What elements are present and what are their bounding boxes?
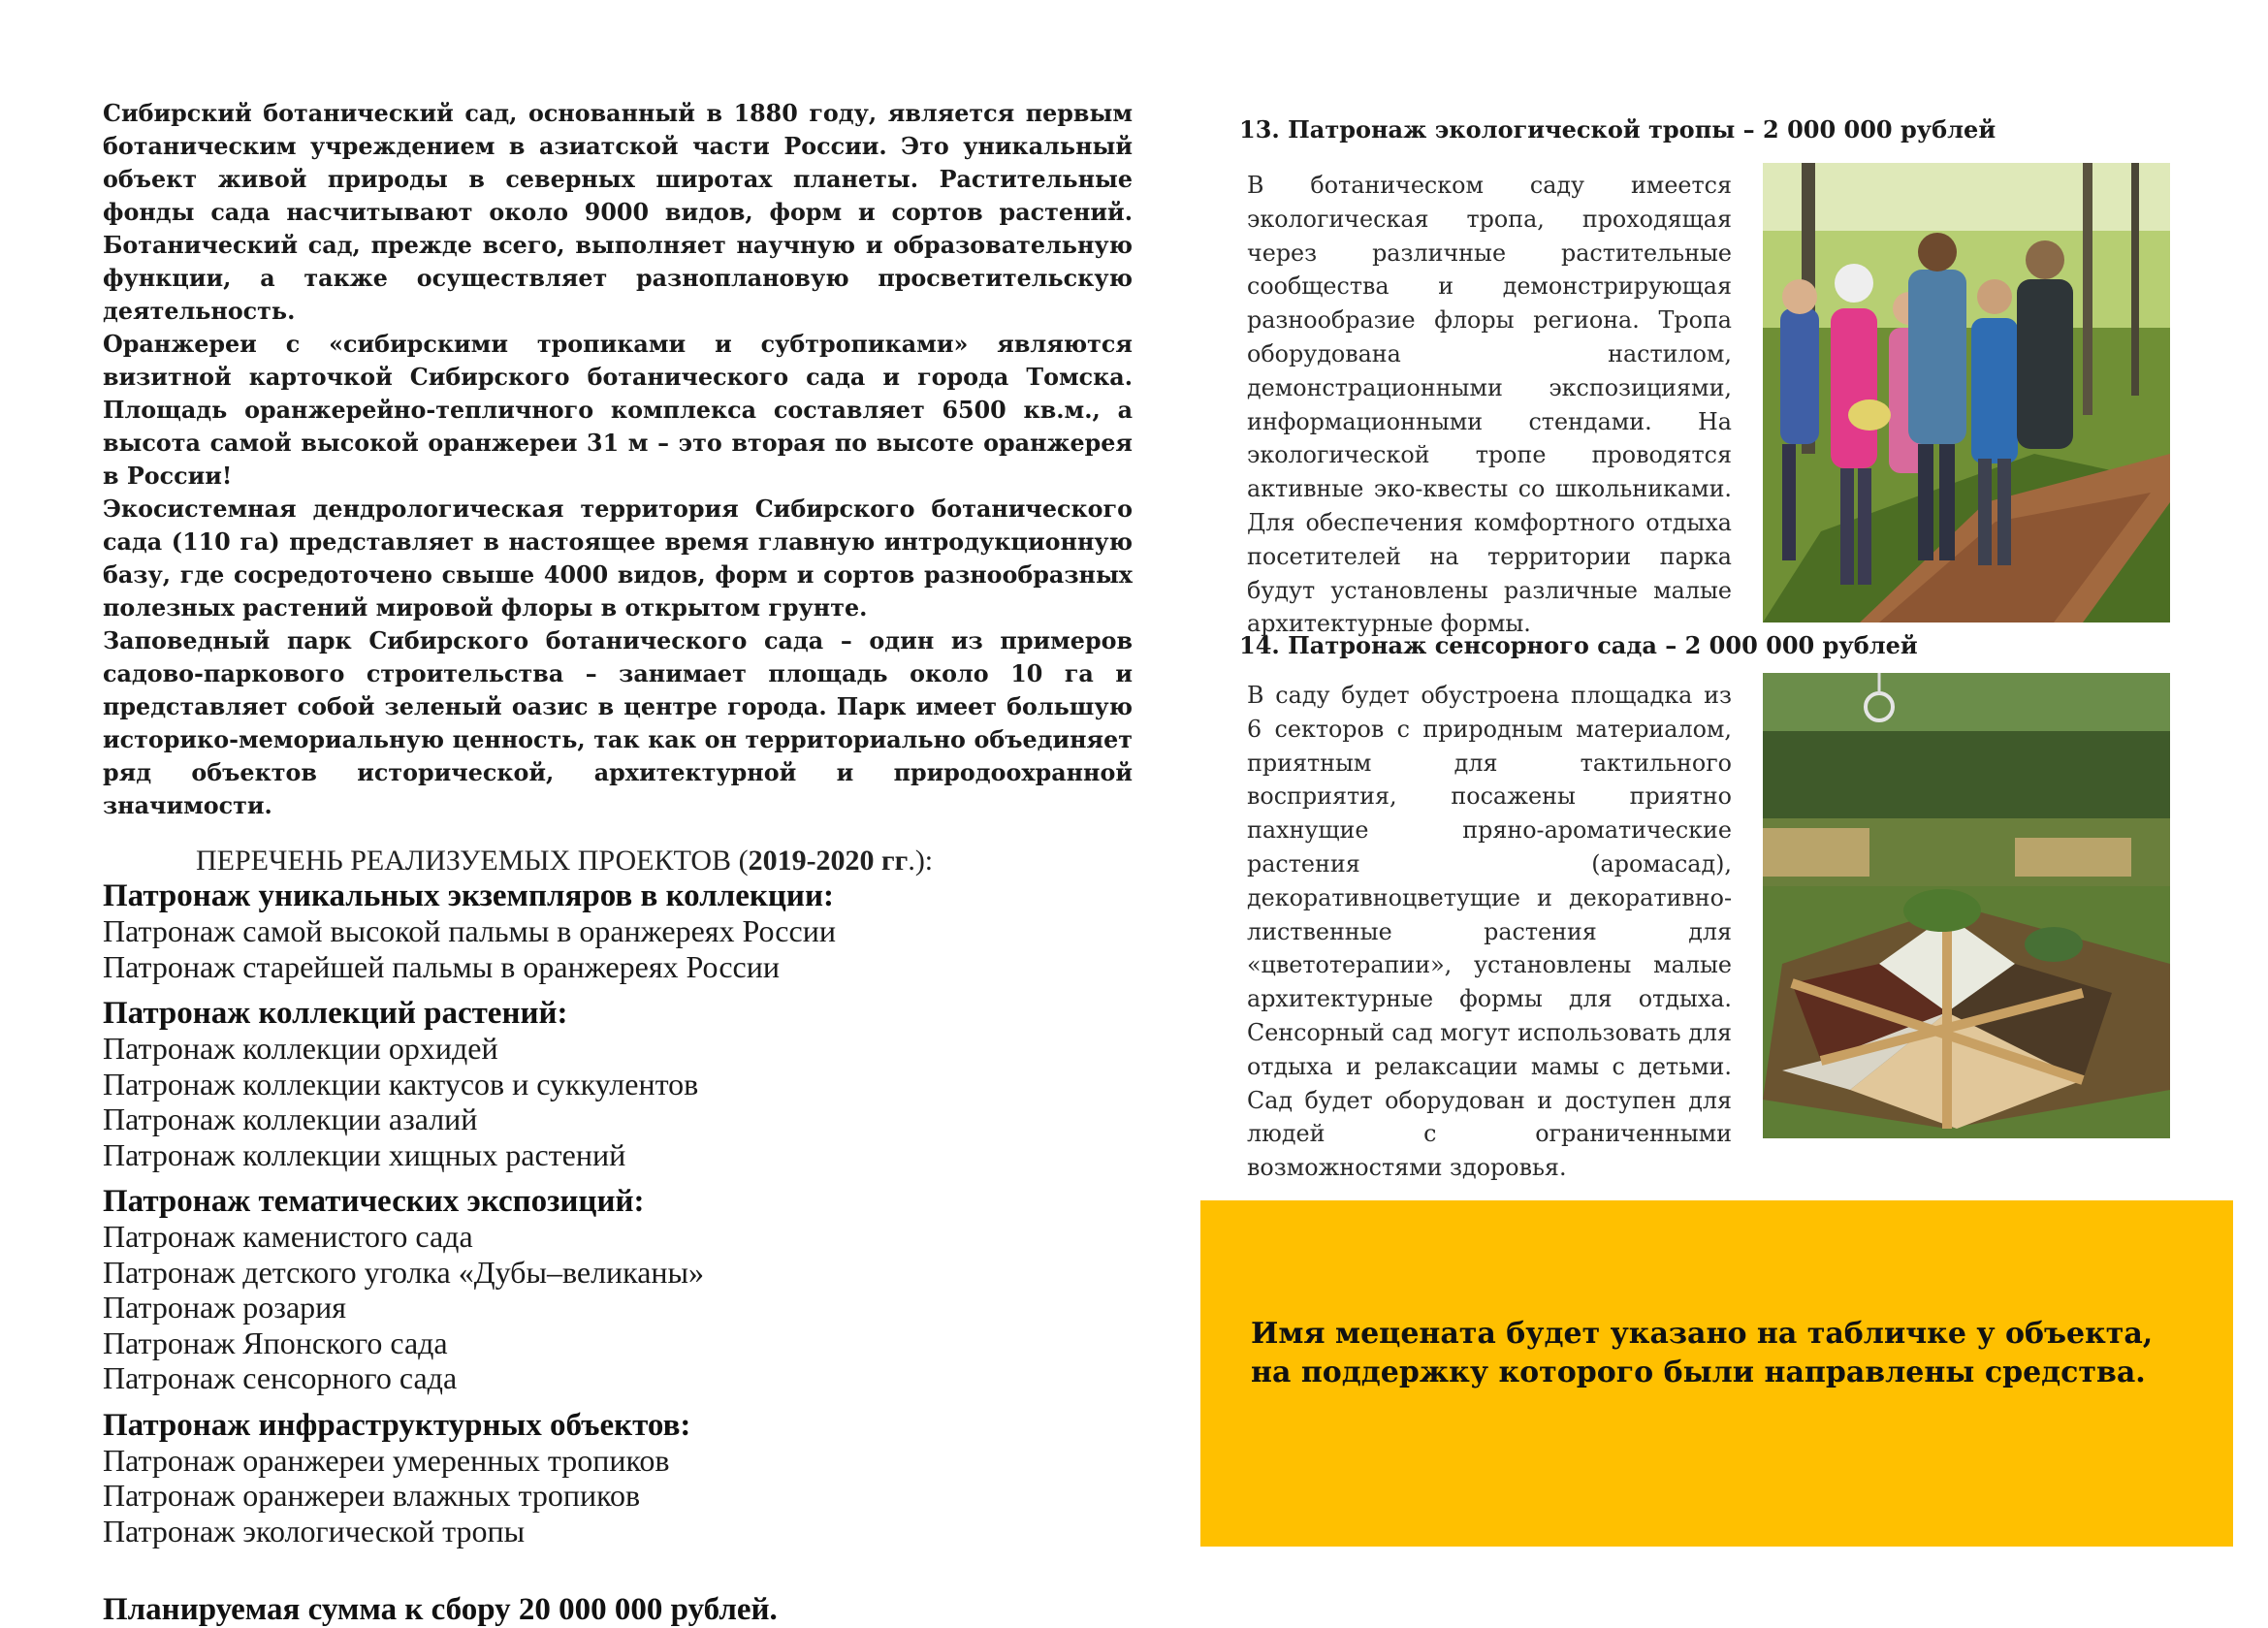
intro-paragraph-1: Сибирский ботанический сад, основанный в 1880 году, является первым ботаническим учреждением в азиатской части России. Это уникальный объект живой природы в северных широтах планеты. Растительные фонды сада насчитывают около 9000 видов, форм и сортов растений. Ботанический сад, прежде всего, выполняет научную и образовательную функции, а также осуществляет разноплановую просветительскую деятельность.	[103, 100, 1133, 325]
group-item: Патронаж детского уголка «Дубы–великаны»	[103, 1254, 705, 1290]
project-group-unique	[103, 878, 1133, 984]
project-group-collections	[103, 996, 1133, 1172]
group-item: Патронаж экологической тропы	[103, 1513, 526, 1548]
section-text: В саду будет обустроена площадка из 6 секторов с природным материалом, приятным для тактильного восприятия, посажены приятно пахнущие пряно-ароматические растения (аромасад), декоративноцветущие и декоративно-лиственные растения для «цветотерапии», установлены малые архитектурные формы для отдыха. Сенсорный сад могут использовать для отдыха и релаксации мамы с детьми. Сад будет оборудован и доступен для людей с ограниченными возможностями здоровья.	[1247, 682, 1732, 1182]
sensory-garden-photo	[1763, 673, 2170, 1138]
ecotrail-photo	[1763, 163, 2170, 622]
section-heading: 14. Патронаж сенсорного сада – 2 000 000 рублей	[1239, 631, 1918, 659]
left-column	[103, 97, 1133, 1628]
group-item: Патронаж старейшей пальмы в оранжереях России	[103, 948, 780, 984]
group-item: Патронаж сенсорного сада	[103, 1360, 458, 1395]
project-group-expositions	[103, 1184, 1133, 1396]
right-column	[1239, 114, 2189, 1182]
project-group-infrastructure	[103, 1408, 1133, 1549]
group-item: Патронаж коллекции хищных растений	[103, 1136, 626, 1172]
group-heading: Патронаж инфраструктурных объектов:	[103, 1407, 691, 1443]
section-text: В ботаническом саду имеется экологическая тропа, проходящая через различные растительные сообщества и демонстрирующая разнообразие флоры региона. Тропа оборудована настилом, демонстрационными экспозициями, информационными стендами. На экологической тропе проводятся активные эко-квесты со школьниками. Для обеспечения комфортного отдыха посетителей на территории парка будут установлены различные малые архитектурные формы.	[1247, 172, 1732, 638]
group-heading: Патронаж тематических экспозиций:	[103, 1184, 645, 1219]
sponsor-note-box	[1200, 1200, 2233, 1547]
group-item: Патронаж Японского сада	[103, 1325, 448, 1360]
group-heading: Патронаж коллекций растений:	[103, 996, 568, 1031]
section-ecotrail	[1239, 114, 2189, 638]
group-item: Патронаж розария	[103, 1290, 346, 1325]
sponsor-note-text: Имя мецената будет указано на табличке у объекта, на поддержку которого были направлены средства.	[1251, 1317, 2154, 1389]
group-item: Патронаж оранжереи влажных тропиков	[103, 1478, 641, 1513]
group-item: Патронаж коллекции орхидей	[103, 1031, 498, 1066]
group-item: Патронаж самой высокой пальмы в оранжереях России	[103, 913, 836, 948]
section-sensory-garden	[1239, 630, 2189, 1182]
group-item: Патронаж коллекции азалий	[103, 1101, 478, 1136]
group-heading: Патронаж уникальных экземпляров в коллекции:	[103, 878, 834, 913]
group-item: Патронаж оранжереи умеренных тропиков	[103, 1442, 670, 1478]
intro-paragraph-2: Оранжереи с «сибирскими тропиками и субтропиками» являются визитной карточкой Сибирского ботанического сада и города Томска. Площадь оранжерейно-тепличного комплекса составляет 6500 кв.м., а высота самой высокой оранжереи 31 м – это вторая по высоте оранжерея в России!	[103, 331, 1133, 490]
group-item: Патронаж каменистого сада	[103, 1219, 473, 1254]
total-amount: Планируемая сумма к сбору 20 000 000 рублей.	[103, 1592, 778, 1627]
intro-text	[103, 97, 1133, 822]
projects-title: ПЕРЕЧЕНЬ РЕАЛИЗУЕМЫХ ПРОЕКТОВ (2019-2020 гг.):	[196, 845, 934, 877]
group-item: Патронаж коллекции кактусов и суккулентов	[103, 1066, 699, 1101]
children-on-trail-image	[1763, 163, 2170, 622]
intro-paragraph-4: Заповедный парк Сибирского ботанического сада – один из примеров садово-паркового строительства – занимает площадь около 10 га и представляет собой зеленый оазис в центре города. Парк имеет большую историко-мемориальную ценность, так как он территориально объединяет ряд объектов исторической, архитектурной и природоохранной значимости.	[103, 627, 1133, 819]
intro-paragraph-3: Экосистемная дендрологическая территория Сибирского ботанического сада (110 га) представляет в настоящее время главную интродукционную базу, где сосредоточено свыше 4000 видов, форм и сортов разнообразных полезных растений мировой флоры в открытом грунте.	[103, 495, 1133, 622]
sensory-garden-image	[1763, 673, 2170, 1138]
section-heading: 13. Патронаж экологической тропы – 2 000 000 рублей	[1239, 115, 1996, 144]
